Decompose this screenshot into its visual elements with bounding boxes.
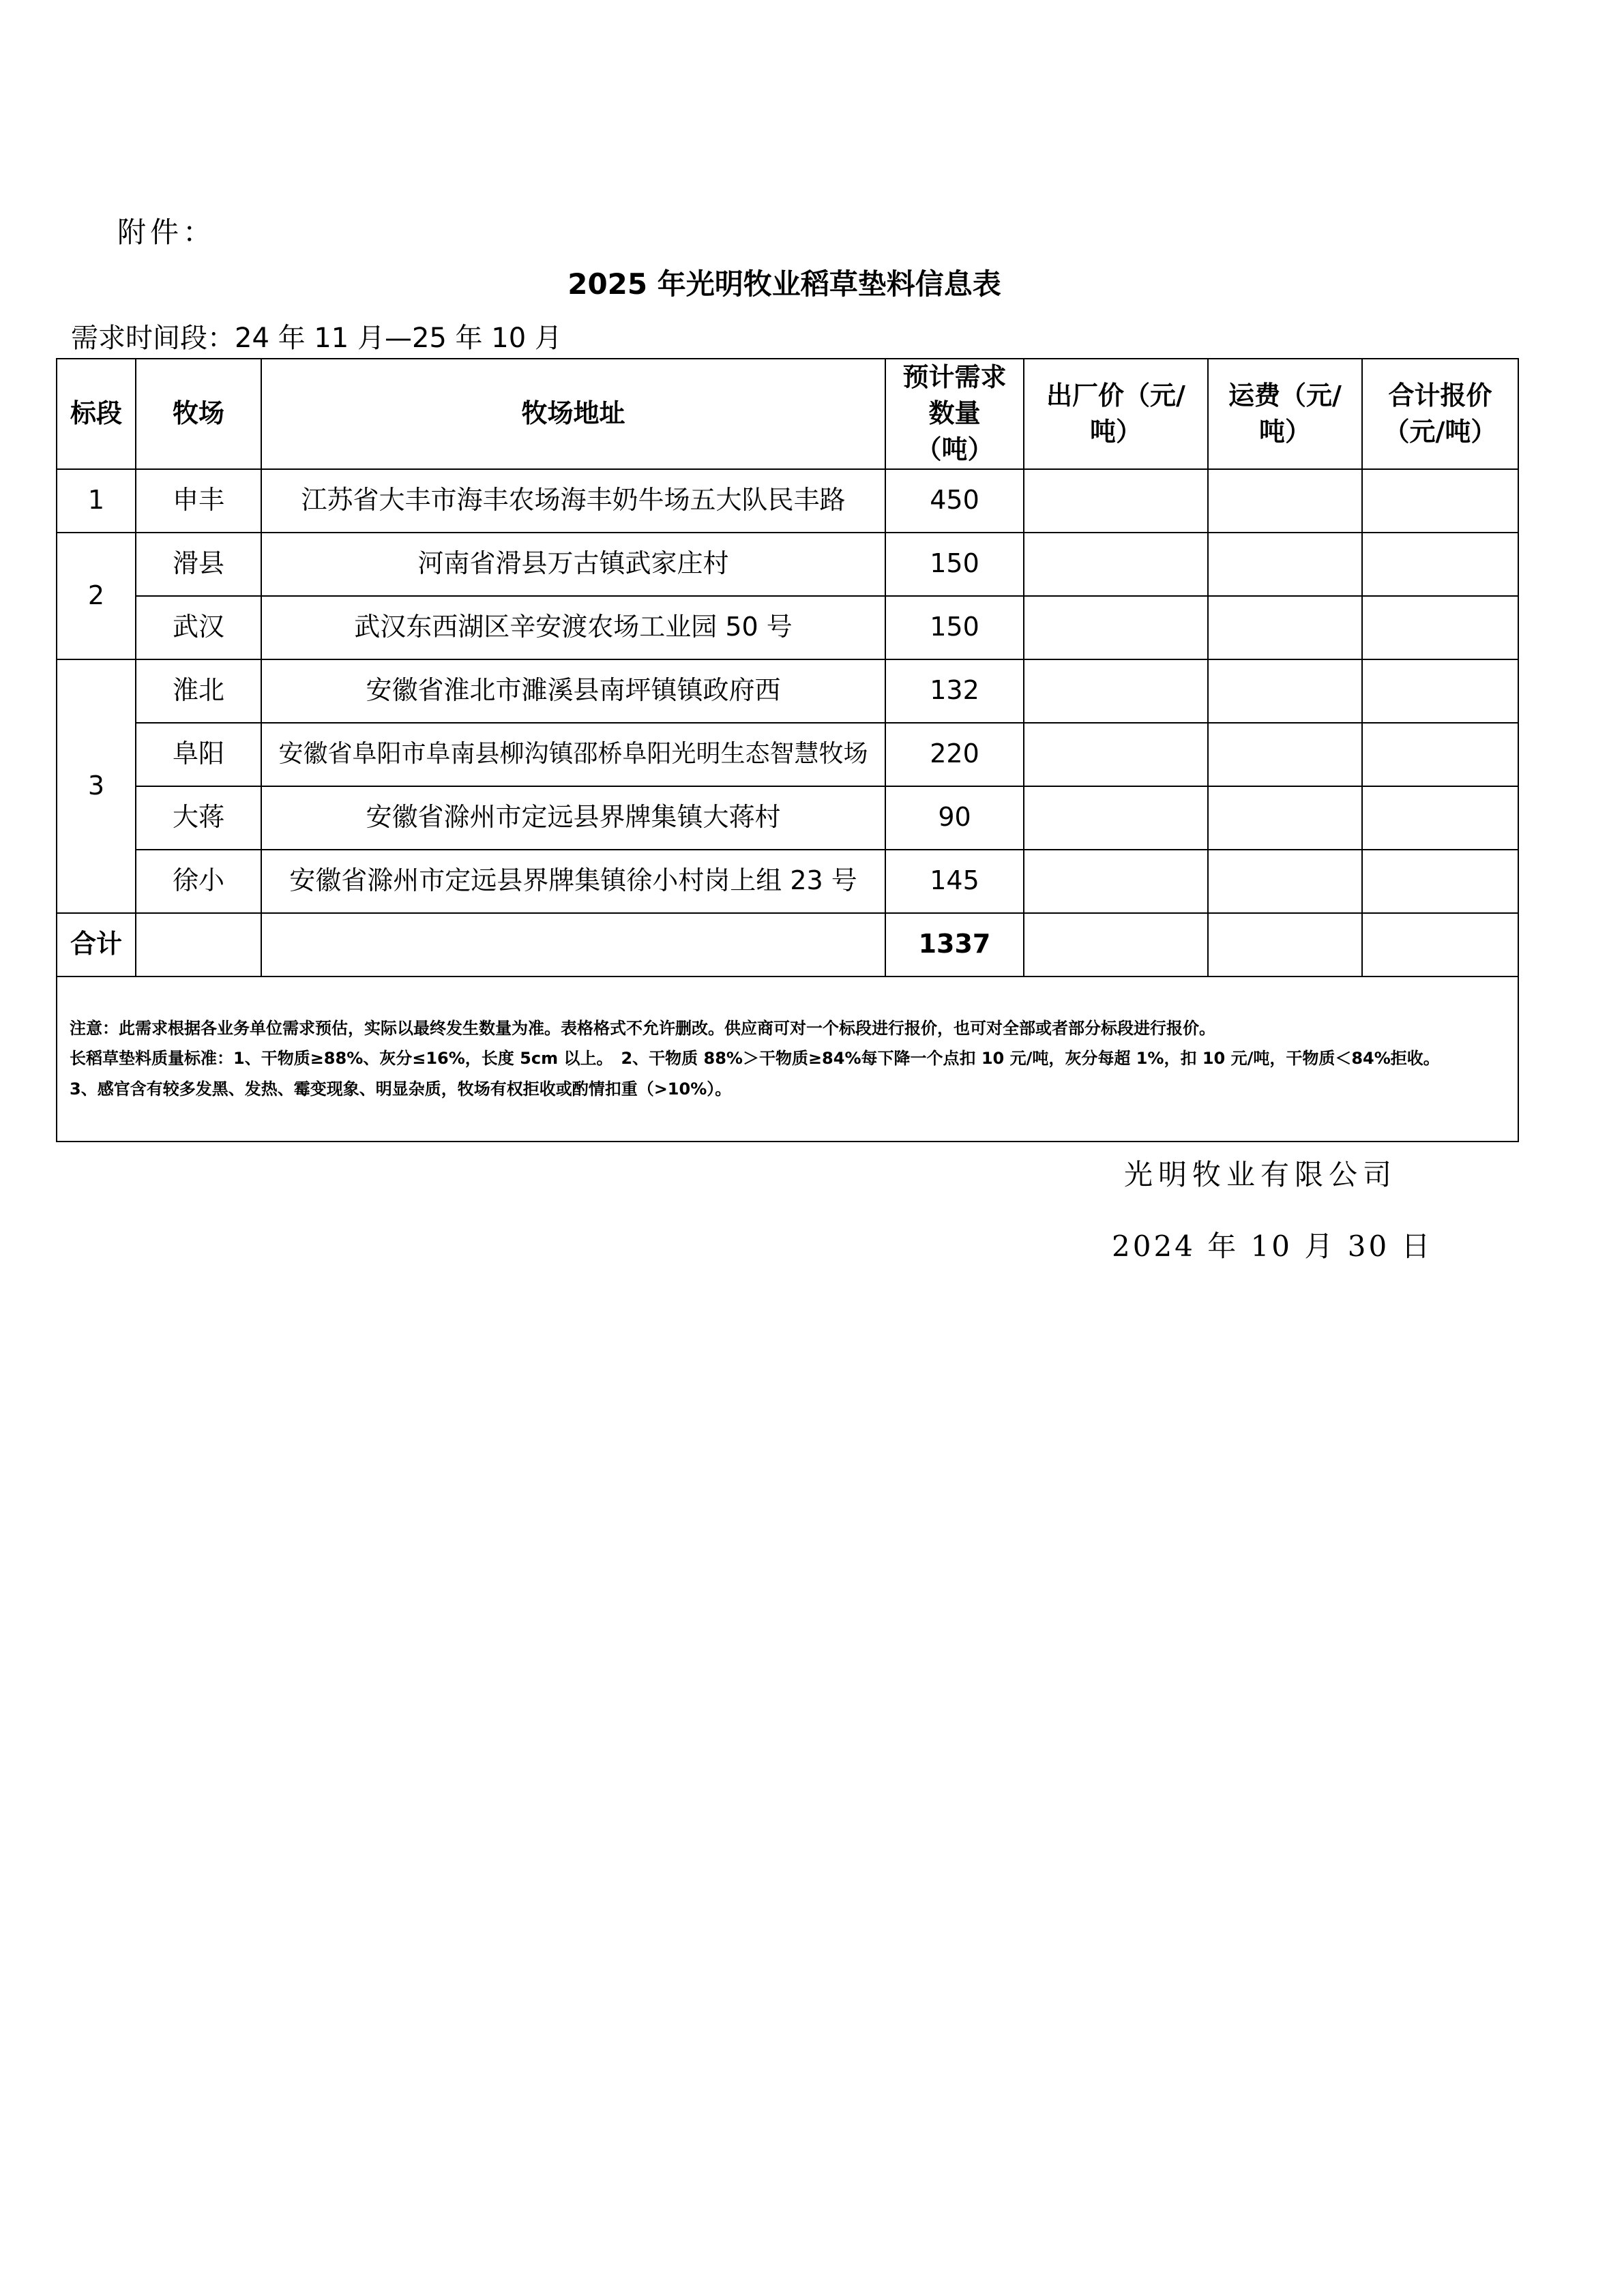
farm-cell: 滑县: [136, 533, 261, 596]
freight-cell[interactable]: [1208, 723, 1362, 786]
farm-cell: 武汉: [136, 596, 261, 659]
header-section: 标段: [57, 359, 136, 469]
freight-cell[interactable]: [1208, 659, 1362, 723]
total-quote-cell[interactable]: [1362, 913, 1518, 976]
header-quantity: 预计需求数量（吨）: [885, 359, 1024, 469]
freight-cell[interactable]: [1208, 913, 1362, 976]
demand-period: 需求时间段：24 年 11 月—25 年 10 月: [71, 323, 562, 354]
notes-row: [57, 976, 1518, 1142]
total-quote-cell[interactable]: [1362, 786, 1518, 850]
factory-price-cell[interactable]: [1024, 469, 1208, 533]
table-row: [57, 723, 1518, 786]
quantity-cell: 150: [885, 596, 1024, 659]
header-address: 牧场地址: [261, 359, 885, 469]
address-cell: 安徽省滁州市定远县界牌集镇徐小村岗上组 23 号: [261, 850, 885, 913]
table-row: [57, 659, 1518, 723]
total-quote-cell[interactable]: [1362, 533, 1518, 596]
factory-price-cell[interactable]: [1024, 913, 1208, 976]
total-quote-cell[interactable]: [1362, 596, 1518, 659]
header-total-quote: 合计报价（元/吨）: [1362, 359, 1518, 469]
section-cell: 2: [57, 533, 136, 659]
factory-price-cell[interactable]: [1024, 723, 1208, 786]
address-cell: 安徽省滁州市定远县界牌集镇大蒋村: [261, 786, 885, 850]
total-quote-cell[interactable]: [1362, 469, 1518, 533]
factory-price-cell[interactable]: [1024, 659, 1208, 723]
empty-cell: [261, 913, 885, 976]
address-cell: 江苏省大丰市海丰农场海丰奶牛场五大队民丰路: [261, 469, 885, 533]
section-cell: 3: [57, 659, 136, 913]
quantity-cell: 132: [885, 659, 1024, 723]
note-line: 注意：此需求根据各业务单位需求预估，实际以最终发生数量为准。表格格式不允许删改。供应商可对一个标段进行报价，也可对全部或者部分标段进行报价。: [70, 1018, 1215, 1038]
quantity-cell: 220: [885, 723, 1024, 786]
table-row: [57, 786, 1518, 850]
freight-cell[interactable]: [1208, 786, 1362, 850]
header-farm: 牧场: [136, 359, 261, 469]
address-cell: 河南省滑县万古镇武家庄村: [261, 533, 885, 596]
farm-cell: 大蒋: [136, 786, 261, 850]
farm-cell: 徐小: [136, 850, 261, 913]
total-quote-cell[interactable]: [1362, 659, 1518, 723]
document-title: 2025 年光明牧业稻草垫料信息表: [567, 267, 1001, 301]
freight-cell[interactable]: [1208, 596, 1362, 659]
farm-cell: 淮北: [136, 659, 261, 723]
factory-price-cell[interactable]: [1024, 596, 1208, 659]
company-name: 光明牧业有限公司: [1124, 1158, 1398, 1191]
freight-cell[interactable]: [1208, 469, 1362, 533]
factory-price-cell[interactable]: [1024, 533, 1208, 596]
total-row: [57, 913, 1518, 976]
address-cell: 安徽省淮北市濉溪县南坪镇镇政府西: [261, 659, 885, 723]
quantity-cell: 150: [885, 533, 1024, 596]
header-factory-price: 出厂价（元/吨）: [1024, 359, 1208, 469]
empty-cell: [136, 913, 261, 976]
factory-price-cell[interactable]: [1024, 786, 1208, 850]
total-quote-cell[interactable]: [1362, 850, 1518, 913]
address-cell: 安徽省阜阳市阜南县柳沟镇邵桥阜阳光明生态智慧牧场: [261, 723, 885, 786]
freight-cell[interactable]: [1208, 850, 1362, 913]
total-quantity: 1337: [885, 913, 1024, 976]
total-quote-cell[interactable]: [1362, 723, 1518, 786]
section-cell: 1: [57, 469, 136, 533]
info-table: [56, 358, 1519, 1142]
farm-cell: 申丰: [136, 469, 261, 533]
table-row: [57, 850, 1518, 913]
table-header-row: [57, 359, 1518, 469]
note-line: 长稻草垫料质量标准：1、干物质≥88%、灰分≤16%，长度 5cm 以上。 2、干物质 88%＞干物质≥84%每下降一个点扣 10 元/吨，灰分每超 1%，扣 10 元/吨，干物质＜84%拒收。: [70, 1049, 1440, 1069]
quantity-cell: 450: [885, 469, 1024, 533]
table-row: [57, 533, 1518, 596]
attachment-label: 附件：: [117, 215, 216, 249]
note-line: 3、感官含有较多发黑、发热、霉变现象、明显杂质，牧场有权拒收或酌情扣重（>10%）。: [70, 1079, 732, 1099]
quantity-cell: 90: [885, 786, 1024, 850]
table-row: [57, 596, 1518, 659]
farm-cell: 阜阳: [136, 723, 261, 786]
total-label: 合计: [57, 913, 136, 976]
address-cell: 武汉东西湖区辛安渡农场工业园 50 号: [261, 596, 885, 659]
header-freight: 运费（元/吨）: [1208, 359, 1362, 469]
table-row: [57, 469, 1518, 533]
document-date: 2024 年 10 月 30 日: [1112, 1229, 1433, 1263]
freight-cell[interactable]: [1208, 533, 1362, 596]
quantity-cell: 145: [885, 850, 1024, 913]
factory-price-cell[interactable]: [1024, 850, 1208, 913]
notes-cell: [57, 976, 1518, 1142]
